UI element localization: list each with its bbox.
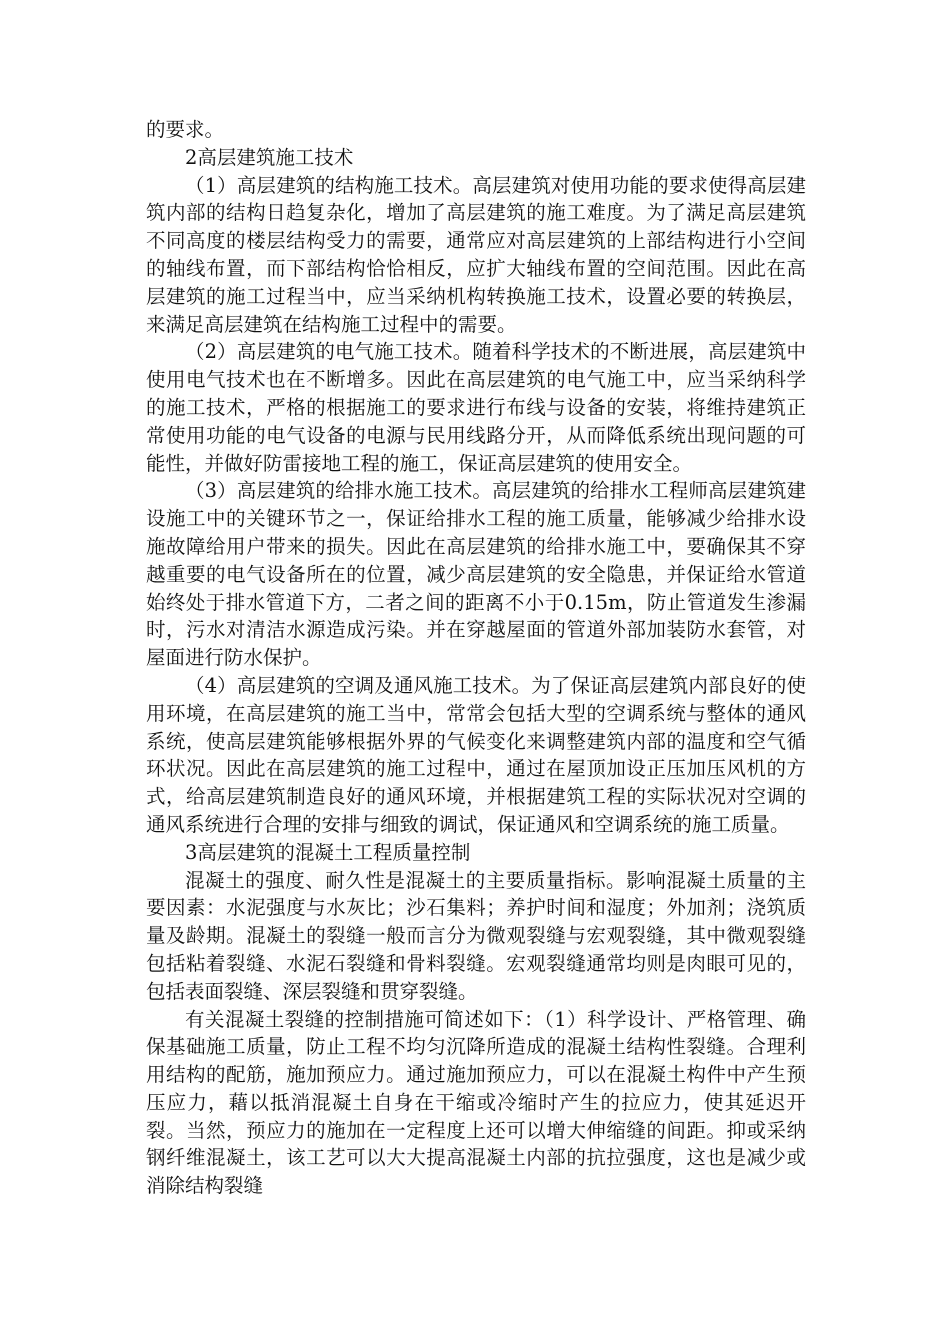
paragraph-hvac-technique: （4）高层建筑的空调及通风施工技术。为了保证高层建筑内部良好的使用环境，在高层建筑的施工当中，常常会包括大型的空调系统与整体的通风系统，使高层建筑能够根据外界的气候变化来调整建筑内部的温度和空气循环状况。因此在高层建筑的施工过程中，通过在屋顶加设正压加压风机的方式，给高层建筑制造良好的通风环境，并根据建筑工程的实际状况对空调的通风系统进行合理的安排与细致的调试，保证通风和空调系统的施工质量。: [146, 673, 806, 836]
paragraph-plumbing-technique: （3）高层建筑的给排水施工技术。高层建筑的给排水工程师高层建筑建设施工中的关键环节之一，保证给排水工程的施工质量，能够减少给排水设施故障给用户带来的损失。因此在高层建筑的给排水施工中，要确保其不穿越重要的电气设备所在的位置，减少高层建筑的安全隐患，并保证给水管道始终处于排水管道下方，二者之间的距离不小于0.15m，防止管道发生渗漏时，污水对清洁水源造成污染。并在穿越屋面的管道外部加装防水套管，对屋面进行防水保护。: [146, 479, 806, 670]
paragraph-structural-technique: （1）高层建筑的结构施工技术。高层建筑对使用功能的要求使得高层建筑内部的结构日趋复杂化，增加了高层建筑的施工难度。为了满足高层建筑不同高度的楼层结构受力的需要，通常应对高层建筑的上部结构进行小空间的轴线布置，而下部结构恰恰相反，应扩大轴线布置的空间范围。因此在高层建筑的施工过程当中，应当采纳机构转换施工技术，设置必要的转换层，来满足高层建筑在结构施工过程中的需要。: [146, 173, 806, 336]
paragraph-electrical-technique: （2）高层建筑的电气施工技术。随着科学技术的不断进展，高层建筑中使用电气技术也在不断增多。因此在高层建筑的电气施工中，应当采纳科学的施工技术，严格的根据施工的要求进行布线与设备的安装，将维持建筑正常使用功能的电气设备的电源与民用线路分开，从而降低系统出现问题的可能性，并做好防雷接地工程的施工，保证高层建筑的使用安全。: [146, 340, 806, 475]
section-2-heading: 2高层建筑施工技术: [185, 145, 354, 169]
continuation-text: 的要求。: [146, 118, 225, 141]
paragraph-crack-control: 有关混凝土裂缝的控制措施可简述如下：（1）科学设计、严格管理、确保基础施工质量，防止工程不均匀沉降所造成的混凝土结构性裂缝。合理利用结构的配筋，施加预应力。通过施加预应力，可以在混凝土构件中产生预压应力，藉以抵消混凝土自身在干缩或冷缩时产生的拉应力，使其延迟开裂。当然，预应力的施加在一定程度上还可以增大伸缩缝的间距。抑或采纳钢纤维混凝土，该工艺可以大大提高混凝土内部的抗拉强度，这也是减少或消除结构裂缝: [146, 1007, 806, 1198]
paragraph-concrete-quality: 混凝土的强度、耐久性是混凝土的主要质量指标。影响混凝土质量的主要因素：水泥强度与水灰比；沙石集料；养护时间和湿度；外加剂；浇筑质量及龄期。混凝土的裂缝一般而言分为微观裂缝与宏观裂缝，其中微观裂缝包括粘着裂缝、水泥石裂缝和骨料裂缝。宏观裂缝通常均则是肉眼可见的，包括表面裂缝、深层裂缝和贯穿裂缝。: [146, 868, 806, 1003]
section-3-heading: 3高层建筑的混凝土工程质量控制: [185, 840, 471, 864]
document-page: [146, 116, 806, 1200]
